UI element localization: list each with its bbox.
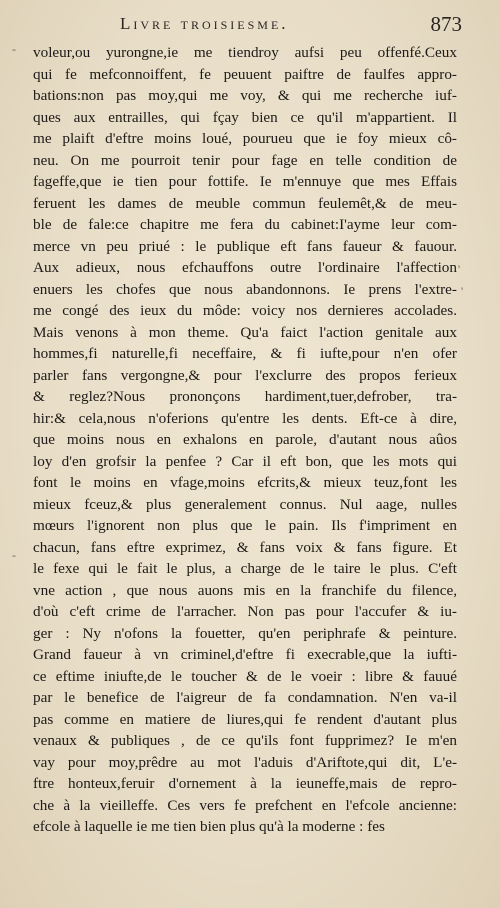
body-text [33, 42, 457, 838]
text-line: merce vn peu priué : le publique eft fans faueur & fauour. [33, 237, 457, 255]
text-line: font le moins en vfage,moins efcrits,& mieux teuz,font les [33, 474, 457, 491]
text-line: enuers les chofes que nous abandonnons. Ie prens l'extre- [33, 280, 457, 298]
text-line: hir:& cela,nous n'oferions qu'entre les dents. Eft-ce à dire, [33, 409, 457, 427]
text-line: par le benefice de l'aigreur de fa condamnation. N'en va-il [33, 689, 457, 706]
margin-mark: ' [461, 284, 464, 298]
text-line: le fexe qui le fait le plus, a charge de le taire le plus. C'eft [33, 560, 457, 577]
text-line: ble de fale:ce chapitre me fera du cabinet:I'ayme leur com- [33, 216, 457, 233]
text-line: ques aux entrailles, qui fçay bien ce qu'il m'appartient. Il [33, 108, 457, 126]
margin-mark: - [12, 42, 16, 56]
text-line: Grand faueur à vn criminel,d'eftre fi execrable,que la iufti- [33, 646, 457, 663]
text-line: neu. On me pourroit tenir pour fage en telle condition de [33, 151, 457, 169]
text-line: ce eftime iniufte,de le toucher & de le voeir : libre & fauué [33, 667, 457, 685]
text-line: que moins nous en exhalons en parole, d'autant nous aûos [33, 431, 457, 448]
text-line: fageffe,que ie tien pour fottife. Ie m'ennuye que mes Effais [33, 173, 457, 190]
text-line: mieux fceuz,& plus generalement connus. Nul aage, nulles [33, 495, 457, 513]
text-line: hommes,fi naturelle,fi neceffaire, & fi iufte,pour n'en ofer [33, 345, 457, 362]
text-line: qui fe mefconnoiffent, fe peuuent paiftre de faulfes appro- [33, 65, 457, 83]
text-line: efcole à laquelle ie me tien bien plus qu'à la moderne : fes [33, 818, 385, 835]
page-header [120, 10, 480, 38]
text-line: & reglez?Nous prononçons hardiment,tuer,defrober, tra- [33, 388, 457, 405]
text-line: d'où c'eft crime de l'arracher. Non pas pour l'accufer & iu- [33, 603, 457, 620]
text-line: loy d'en grofsir la penfee ? Car il eft bon, que les mots qui [33, 452, 457, 470]
text-line: venaux & publiques , de ce qu'ils font fupprimez? Ie m'en [33, 732, 457, 749]
text-line: me plaift d'eftre moins loué, pourueu que ie foy mieux cô- [33, 130, 457, 147]
margin-mark: ' [458, 262, 461, 276]
text-line: feruent les dames de meuble commun feulemêt,& de meu- [33, 194, 457, 212]
text-line: me congé des ieux du môde: voicy nos dernieres accolades. [33, 302, 457, 319]
text-line: bations:non pas moy,qui me voy, & qui me recherche iuf- [33, 87, 457, 104]
text-line: vay pour moy,prêdre au mot l'aduis d'Ariftote,qui dit, L'e- [33, 753, 457, 771]
text-line: voleur,ou yurongne,ie me tiendroy aufsi peu offenfé.Ceux [33, 44, 457, 61]
text-line: che à la vieilleffe. Ces vers fe prefchent en l'efcole ancienne: [33, 796, 457, 814]
text-line: ger : Ny n'ofons la fouetter, qu'en periphrafe & peinture. [33, 624, 457, 642]
margin-mark: - [12, 548, 16, 562]
text-line: vne action , que nous auons mis en la franchife du filence, [33, 581, 457, 599]
text-line: mœurs l'ignorent non plus que le pain. Ils f'impriment en [33, 517, 457, 534]
text-line: Mais venons à mon theme. Qu'a faict l'action genitale aux [33, 323, 457, 341]
text-line: parler fans vergongne,& pour l'exclurre des propos ferieux [33, 366, 457, 384]
text-line: ftre honteux,feruir d'ornement à la ieuneffe,mais de repro- [33, 775, 457, 792]
running-head: Livre troisiesme. [120, 14, 289, 33]
text-line: Aux adieux, nous efchauffons outre l'ordinaire l'affection [33, 259, 457, 276]
page-number: 873 [430, 12, 462, 36]
text-line: pas comme en matiere de liures,qui fe rendent d'autant plus [33, 710, 457, 728]
text-line: chacun, fans eftre exprimez, & fans voix & fans figure. Et [33, 538, 457, 556]
